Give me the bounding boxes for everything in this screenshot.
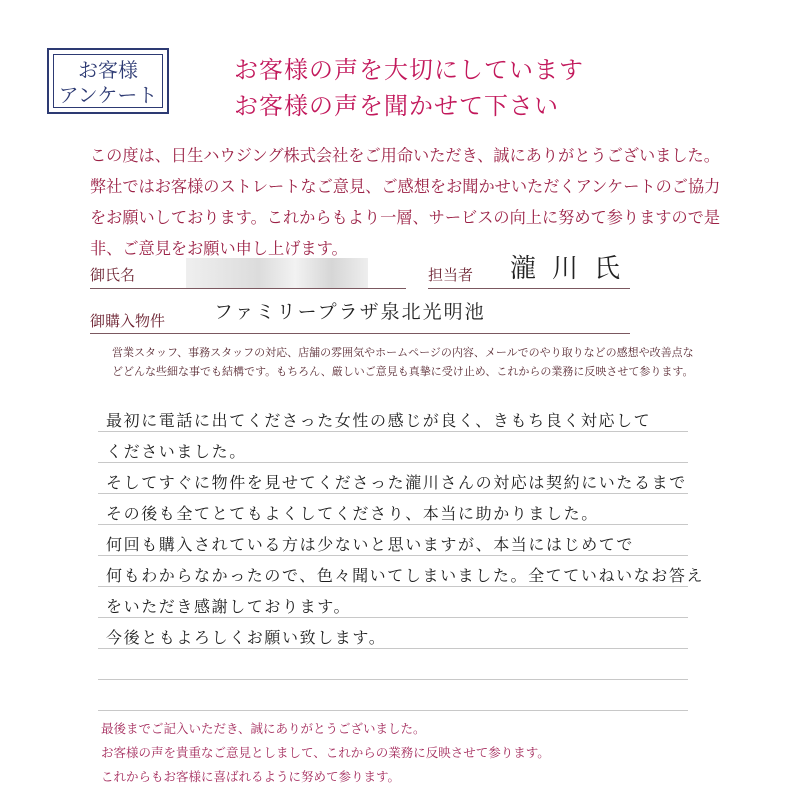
closing-line-1: 最後までご記入いただき、誠にありがとうございました。: [101, 721, 426, 736]
comment-line-8: 今後ともよろしくお願い致します。: [106, 628, 387, 647]
badge-line-1: お客様: [78, 58, 138, 82]
badge-line-2: アンケート: [58, 83, 158, 107]
comment-line-7: をいただき感謝しております。: [106, 597, 352, 616]
name-underline: [90, 288, 406, 289]
headline-2: お客様の声を聞かせて下さい: [234, 92, 559, 120]
redacted-name: [186, 258, 368, 288]
property-value: ファミリープラザ泉北光明池: [214, 301, 486, 323]
intro-text: この度は、日生ハウジング株式会社をご用命いただき、誠にありがとうございました。弊社ではお客様のストレートなご意見、ご感想をお聞かせいただくアンケートのご協力をお願いしております。これからもより一層、サービスの向上に努めて参りますので是非、ご意見をお願い申し上げます。: [90, 146, 721, 258]
instructions-text: 営業スタッフ、事務スタッフの対応、店舗の雰囲気やホームページの内容、メールでのやり取りなどの感想や改善点などどんな些細な事でも結構です。もちろん、厳しいご意見も真摯に受け止め、これからの業務に反映させて参ります。: [112, 346, 694, 378]
comment-line-2: くださいました。: [106, 442, 247, 461]
comment-line-5: 何回も購入されている方は少ないと思いますが、本当にはじめてで: [106, 535, 635, 554]
closing-line-3: これからもお客様に喜ばれるように努めて参ります。: [101, 769, 401, 784]
headline-1: お客様の声を大切にしています: [234, 56, 584, 84]
comment-line-6: 何もわからなかったので、色々聞いてしまいました。全てていねいなお答え: [106, 566, 705, 585]
comment-line-3: そしてすぐに物件を見せてくださった瀧川さんの対応は契約にいたるまで: [106, 473, 687, 492]
property-label: 御購入物件: [90, 312, 166, 330]
survey-badge: [47, 48, 169, 114]
name-label: 御氏名: [90, 266, 136, 284]
staff-value: 瀧川氏: [510, 254, 637, 284]
closing-line-2: お客様の声を貴重なご意見としまして、これからの業務に反映させて参ります。: [101, 745, 550, 760]
comment-line-4: その後も全てとてもよくしてくださり、本当に助かりました。: [106, 504, 599, 523]
survey-badge-inner: [53, 54, 163, 108]
comment-line-1: 最初に電話に出てくださった女性の感じが良く、きもち良く対応して: [106, 411, 652, 430]
property-underline: [90, 333, 630, 334]
staff-label: 担当者: [428, 266, 474, 284]
staff-underline: [428, 288, 630, 289]
